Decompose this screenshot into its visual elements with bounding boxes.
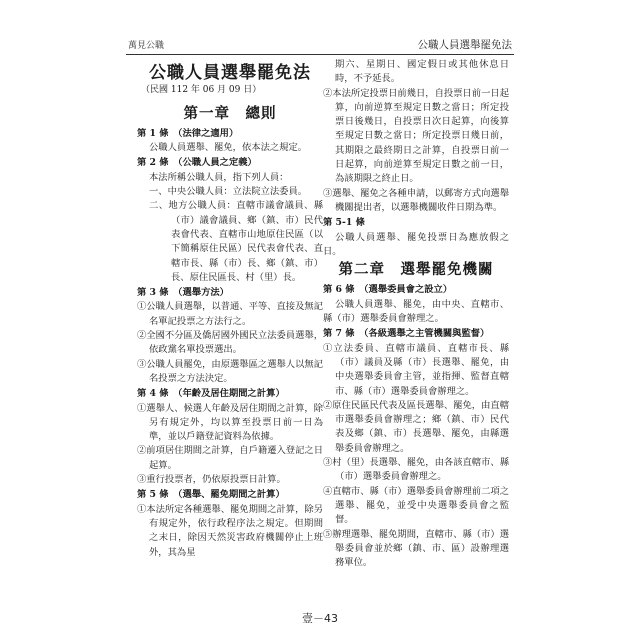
article-4-heading: 第 4 條 （年齡及居住期間之計算）	[137, 388, 285, 400]
article-3-para-2: ②全國不分區及僑居國外國民立法委員選舉，依政黨名單投票選出。	[137, 330, 323, 356]
article-7-para-2: ②原住民區民代表及區長選舉、罷免，由直轄市選舉委員會辦理之；鄉（鎮、市）民代表及鄉（鎮、市）長選舉、罷免，由縣選舉委員會辦理之。	[323, 399, 509, 454]
article-7-heading: 第 7 條 （各級選舉之主管機關與監督）	[323, 328, 490, 340]
article-3-para-1: ①公職人員選舉，以普通、平等、直接及無記名單記投票之方法行之。	[137, 301, 323, 327]
article-7-para-3: ③村（里）長選舉、罷免，由各該直轄市、縣（市）選舉委員會辦理之。	[323, 457, 509, 483]
article-5-para-2: ②本法所定投票日前幾日，自投票日前一日起算，向前逆算至規定日數之當日；所定投票日後幾日，自投票日次日起算，向後算至規定日數之當日；所定投票日幾日前，其期限之最終期日之計算，自投票日前一日起算，向前逆算至規定日數之前一日，為該期限之終止日。	[323, 87, 509, 185]
page-number: 壹－43	[302, 612, 338, 625]
article-5-1-heading: 第 5-1 條	[323, 217, 365, 229]
article-2-item-2: 二、地方公職人員：直轄市議會議員、縣（市）議會議員、鄉（鎮、市）民代表會代表、直轄市山地原住民區（以下簡稱原住民區）民代表會代表、直轄市長、縣（市）長、鄉（鎮、市）長、原住民區長、村（里）長。	[149, 200, 323, 283]
chapter-2-heading: 第二章 選舉罷免機關	[338, 262, 494, 279]
article-2-heading: 第 2 條 （公職人員之定義）	[137, 157, 257, 169]
article-3-para-3: ③公職人員罷免，由原選舉區之選舉人以無記名投票之方法決定。	[137, 358, 323, 384]
law-title: 公職人員選舉罷免法	[149, 63, 311, 83]
article-2-text: 本法所稱公職人員，指下列人員：	[149, 171, 289, 183]
article-7-para-5: ⑤辦理選舉、罷免期間，直轄市、縣（市）選舉委員會並於鄉（鎮、市、區）設辦理選務單位。	[323, 528, 509, 569]
article-5-para-3: ③選舉、罷免之各種申請，以郵寄方式向選舉機關提出者，以選舉機關收件日期為準。	[323, 187, 509, 213]
article-4-para-3: ③重行投票者，仍依原投票日計算。	[137, 474, 286, 486]
article-1-text: 公職人員選舉、罷免，依本法之規定。	[149, 142, 308, 154]
header-law-name: 公職人員選舉罷免法	[417, 39, 512, 51]
right-column	[323, 58, 509, 570]
article-7-para-4: ④直轄市、縣（市）選舉委員會辦理前二項之選舉、罷免，並受中央選舉委員會之監督。	[323, 485, 509, 526]
article-3-heading: 第 3 條 （選舉方法）	[137, 287, 229, 299]
article-5-1-text: 公職人員選舉、罷免投票日為應放假之日。	[323, 231, 509, 257]
article-4-para-2: ②前項居住期間之計算，自戶籍遷入登記之日起算。	[137, 445, 323, 471]
article-1-heading: 第 1 條 （法律之適用）	[137, 127, 239, 139]
article-6-heading: 第 6 條 （選舉委員會之設立）	[323, 284, 453, 296]
law-date: （民國 112 年 06 月 09 日）	[141, 85, 262, 96]
header-publisher: 萬見公職	[128, 41, 165, 51]
chapter-1-heading: 第一章 總則	[183, 105, 277, 122]
article-2-item-1: 一、中央公職人員：立法院立法委員。	[149, 186, 308, 198]
article-7-para-1: ①立法委員、直轄市議員、直轄市長、縣（市）議員及縣（市）長選舉、罷免，由中央選舉委員會主管，並指揮、監督直轄市、縣（市）選舉委員會辦理之。	[323, 342, 509, 397]
article-4-para-1: ①選舉人、候選人年齡及居住期間之計算，除另有規定外，均以算至投票日前一日為準，並以戶籍登記資料為依據。	[137, 402, 323, 443]
left-column	[137, 58, 323, 560]
article-5-para-1-continued: 期六、星期日、國定假日或其他休息日時，不予延長。	[335, 59, 509, 85]
header-rule	[126, 54, 514, 55]
article-5-heading: 第 5 條 （選舉、罷免期間之計算）	[137, 489, 285, 501]
article-6-text: 公職人員選舉、罷免，由中央、直轄市、縣（市）選舉委員會辦理之。	[323, 298, 509, 325]
article-5-para-1: ①本法所定各種選舉、罷免期間之計算，除另有規定外，依行政程序法之規定。但期間之末日，除因天然災害政府機關停止上班外，其為星	[137, 503, 323, 558]
